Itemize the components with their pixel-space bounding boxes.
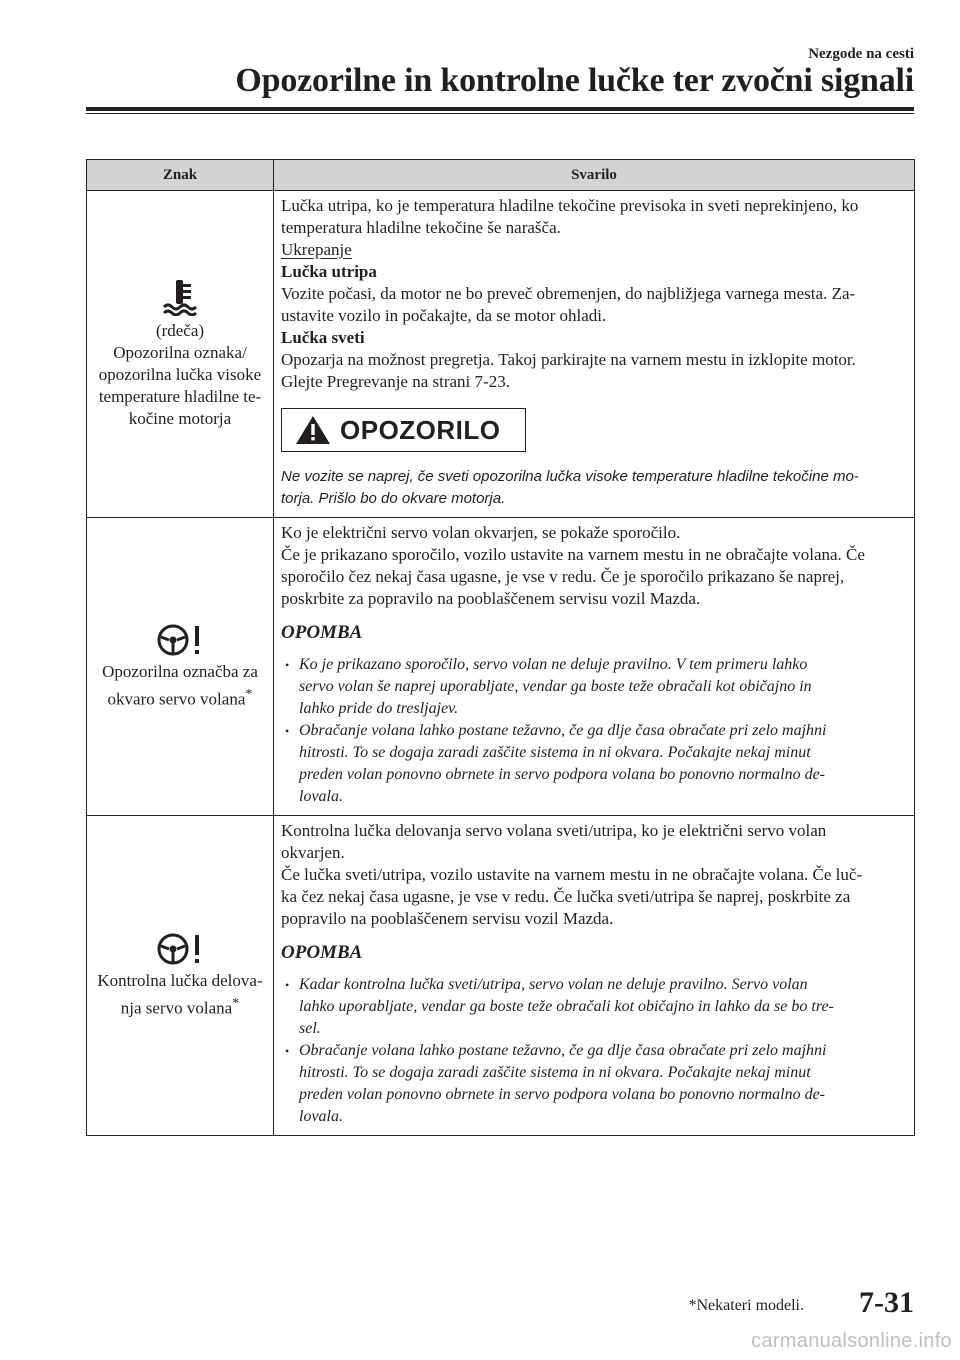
note-item <box>299 654 908 720</box>
description-line: poskrbite za popravilo na pooblaščenem servisu vozil Mazda. <box>281 589 701 608</box>
watermark[interactable]: carmanualsonline.info <box>751 1330 952 1352</box>
sign-label-line: Kontrolna lučka delova- <box>97 970 263 990</box>
note-line: lahko pride do tresljajev. <box>299 700 459 717</box>
note-label: OPOMBA <box>281 942 363 963</box>
description-line: Vozite počasi, da motor ne bo preveč obremenjen, do najbližjega varnega mesta. Za- <box>281 284 856 303</box>
description-line: Če lučka sveti/utripa, vozilo ustavite na varnem mestu in ne obračajte volana. Če luč- <box>281 865 863 884</box>
action-heading: Ukrepanje <box>281 240 352 259</box>
note-item <box>299 974 908 1040</box>
note-line: sel. <box>299 1020 321 1037</box>
note-line: • Kadar kontrolna lučka sveti/utripa, servo volan ne deluje pravilno. Servo volan <box>299 976 808 993</box>
note-line: preden volan ponovno obrnete in servo podpora volana bo ponovno normalno de- <box>299 766 825 783</box>
sign-cell <box>87 518 274 816</box>
description-line: ustavite vozilo in počakajte, da se motor ohladi. <box>281 306 607 325</box>
table-row <box>87 191 915 518</box>
note-line: • Ko je prikazano sporočilo, servo volan ne deluje pravilno. V tem primeru lahko <box>299 656 808 673</box>
footnote: *Nekateri modeli. <box>688 1297 804 1314</box>
table-row <box>87 816 915 1136</box>
sign-label-line: opozorilna lučka visoke <box>98 365 262 384</box>
blink-heading: Lučka utripa <box>281 262 377 281</box>
description-line: Kontrolna lučka delovanja servo volana sveti/utripa, ko je električni servo volan <box>281 821 827 840</box>
sign-cell <box>87 191 274 518</box>
sign-cell <box>87 816 274 1136</box>
note-line: hitrosti. To se dogaja zaradi zaščite sistema in ni okvara. Počakajte nekaj minut <box>299 1064 811 1081</box>
note-item <box>299 1040 908 1128</box>
warning-triangle-icon <box>294 414 332 446</box>
note-line: • Obračanje volana lahko postane težavno, če ga dlje časa obračate pri zelo majhni <box>299 722 827 739</box>
description-line: ka čez nekaj časa ugasne, je vse v redu. Če lučka sveti/utripa še naprej, poskrbite za <box>281 887 851 906</box>
note-item <box>299 720 908 808</box>
note-line: preden volan ponovno obrnete in servo podpora volana bo ponovno normalno de- <box>299 1086 825 1103</box>
power-steering-indicator-icon <box>156 932 204 966</box>
description-line: Če je prikazano sporočilo, vozilo ustavite na varnem mestu in ne obračajte volana. Če <box>281 545 865 564</box>
sign-label-text: nja servo volana <box>120 998 233 1018</box>
note-list <box>281 974 908 1128</box>
note-line: • Obračanje volana lahko postane težavno, če ga dlje časa obračate pri zelo majhni <box>299 1042 827 1059</box>
section-title: Nezgode na cesti <box>808 46 914 62</box>
note-line: hitrosti. To se dogaja zaradi zaščite sistema in ni okvara. Počakajte nekaj minut <box>299 744 811 761</box>
note-label: OPOMBA <box>281 622 363 643</box>
description-line: Lučka utripa, ko je temperatura hladilne tekočine previsoka in sveti neprekinjeno, ko <box>281 196 859 215</box>
description-line: popravilo na pooblaščenem servisu vozil Mazda. <box>281 909 614 928</box>
description-line: Opozarja na možnost pregretja. Takoj parkirajte na varnem mestu in izklopite motor. <box>281 350 856 369</box>
header-rule-thin <box>86 113 914 114</box>
note-line: servo volan še naprej uporabljate, vendar ga boste teže obračali kot običajno in <box>299 678 812 695</box>
sign-label-line: Opozorilna oznaka/ <box>113 343 247 362</box>
table-row <box>87 518 915 816</box>
warning-text-line: torja. Prišlo bo do okvare motorja. <box>281 490 506 507</box>
power-steering-warning-icon <box>156 623 204 657</box>
sign-label-line <box>91 992 269 1020</box>
model-asterisk: * <box>232 994 240 1011</box>
lit-heading: Lučka sveti <box>281 328 365 347</box>
column-header-sign: Znak <box>87 160 274 191</box>
note-line: lovala. <box>299 1108 343 1125</box>
description-line: Glejte Pregrevanje na strani 7-23. <box>281 372 510 391</box>
warning-label: OPOZORILO <box>340 415 501 445</box>
description-line: sporočilo čez nekaj časa ugasne, je vse v redu. Če je sporočilo prikazano še naprej, <box>281 567 845 586</box>
table-header-row <box>87 160 915 191</box>
sign-color: (rdeča) <box>155 321 205 340</box>
description-line: okvarjen. <box>281 843 345 862</box>
sign-label-line: kočine motorja <box>128 409 232 428</box>
sign-label-line <box>91 683 269 711</box>
coolant-temperature-icon <box>160 278 200 316</box>
model-asterisk: * <box>245 685 253 702</box>
description-cell <box>274 816 915 1136</box>
sign-label-text: okvaro servo volana <box>107 689 246 709</box>
note-list <box>281 654 908 808</box>
warning-lights-table <box>86 159 915 1136</box>
description-cell <box>274 518 915 816</box>
sign-label-line: Opozorilna označba za <box>102 661 258 681</box>
column-header-warning: Svarilo <box>274 160 915 191</box>
page-number: 7-31 <box>859 1286 914 1319</box>
description-line: temperatura hladilne tekočine še narašča. <box>281 218 561 237</box>
sign-label-line: temperature hladilne te- <box>98 387 262 406</box>
page-title: Opozorilne in kontrolne lučke ter zvočni signali <box>235 62 914 99</box>
header-rule <box>86 107 914 111</box>
description-cell <box>274 191 915 518</box>
note-line: lahko uporabljate, vendar ga boste teže obračali kot običajno in lahko da se bo tre- <box>299 998 834 1015</box>
note-line: lovala. <box>299 788 343 805</box>
warning-box <box>281 408 526 452</box>
warning-text-line: Ne vozite se naprej, če sveti opozorilna lučka visoke temperature hladilne tekočine mo- <box>281 468 859 485</box>
description-line: Ko je električni servo volan okvarjen, se pokaže sporočilo. <box>281 523 681 542</box>
